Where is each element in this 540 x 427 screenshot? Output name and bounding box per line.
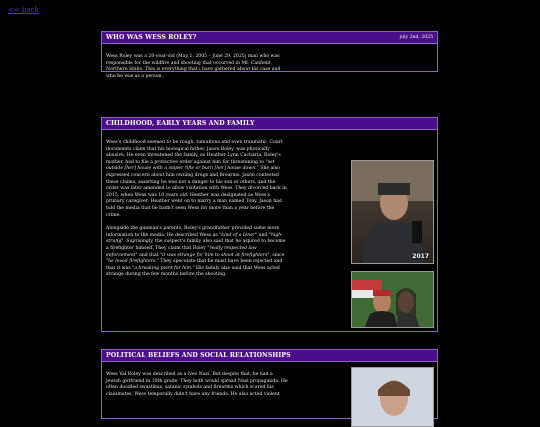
paragraph: Wess's childhood seemed to be rough, tumultous and even traumatic. Court documents claim that his biological father, Jason Roley, was physically abusive. He even threatened the family, as Heather Lynn Cacharia, Roley's mother, had to file a protective order against him for threatening to "set outside [her] house with a sniper rifle or burn [her] house down." She also expressed concern about him owning drugs and firearms. Jason contested these claims, asserting he was not a danger to his son or others, and the order was later amended to allow visitation with Wess. They divorced back in 2015, when Wess was 10 years old. Heather was designated as Wess's primary caregiver. Heather went on to marry a man named Tony. Jason had told the media that he hadn't seen Wess for more than a year before the crime.	[106, 140, 287, 218]
photo-teen-selfie	[351, 160, 434, 264]
section-date: july 2nd, 2025	[399, 35, 433, 40]
paragraph: Wess Roley was a 20-year-old (May 1, 2005 – June 29, 2025) man who was responsible for the wildfire and shooting that occurred in Mt. Canfield, Northern Idaho. This is everything that i have gathered about his case and who he was as a person.	[106, 54, 281, 79]
section-title: WHO WAS WESS ROLEY?	[106, 34, 197, 41]
section-political	[101, 349, 438, 419]
section-title: CHILDHOOD, EARLY YEARS AND FAMILY	[106, 120, 255, 127]
paragraph: Wess Val Roley was described as a Neo Nazi. But despite that, he had a jewish girlfriend in 10th grade. They both would spread Nazi propaganda. He often doodled swastikas, satanic symbols and firearms which scared his classmates. Wess temporally didn't have any friends. He also acted violent	[106, 372, 288, 397]
photo-portrait	[351, 367, 434, 427]
section-body	[102, 362, 437, 407]
section-header	[102, 118, 437, 130]
section-who	[101, 31, 438, 79]
photo-illustration	[352, 272, 434, 328]
photo-illustration	[352, 368, 434, 427]
section-body	[102, 130, 437, 288]
section-header	[102, 350, 437, 362]
section-childhood	[101, 117, 438, 332]
section-title: POLITICAL BELIEFS AND SOCIAL RELATIONSHIPS	[106, 352, 291, 359]
photo-illustration	[352, 161, 434, 264]
photo-year-stamp: 2017	[412, 253, 429, 260]
paragraph: Alongside the gunman's parents, Roley's grandfather provided some more information to the media. He described Wess as "kind of a loner" and "high-strung". Suprisingly, the suspect's family also said that he aspired to become a firefighter himself. They claim that Roley "really respected law enforcement" and that "it was strange for him to shoot at firefighters", since "he loved firefighters." They speculate that he must have been rejected and that it was "a breaking point for him." His family also said that Wess acted strange during the few months before the shooting.	[106, 226, 286, 278]
photo-couple	[351, 271, 434, 328]
section-header	[102, 32, 437, 44]
section-body	[102, 44, 437, 89]
back-link[interactable]: << back	[8, 6, 39, 14]
